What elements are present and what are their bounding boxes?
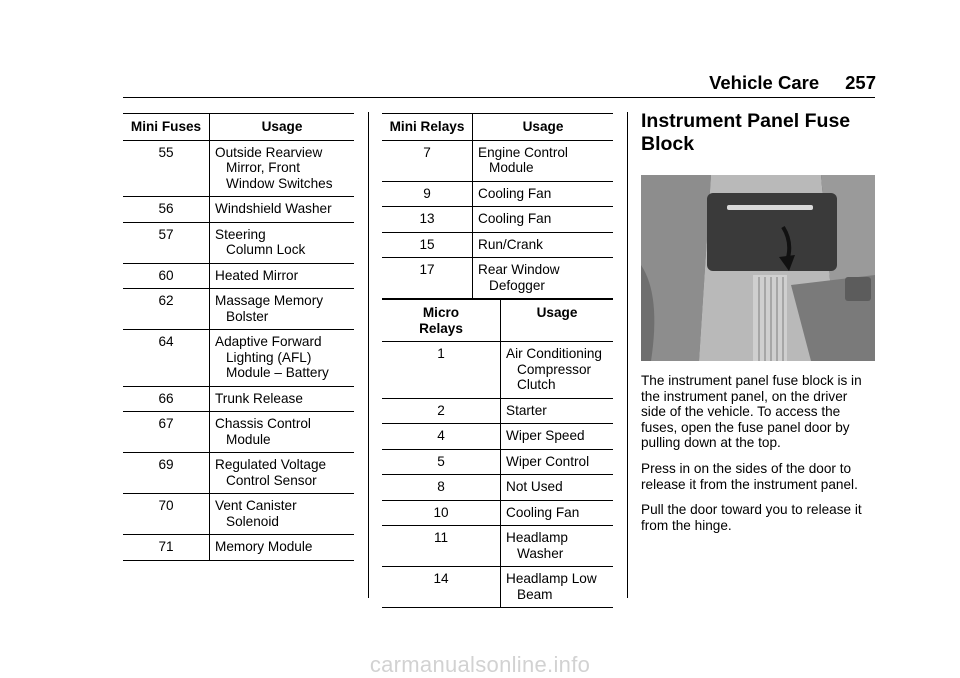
table-row — [123, 222, 354, 263]
column-header-usage: Usage — [473, 114, 614, 141]
section-heading: Instrument Panel Fuse Block — [641, 110, 851, 155]
fuse-usage: Adaptive Forward Lighting (AFL) Module – Battery — [215, 334, 329, 380]
column-divider-1 — [368, 112, 369, 598]
mini-relays-table — [382, 113, 613, 299]
paragraph: Pull the door toward you to release it from the hinge. — [641, 502, 862, 533]
fuse-number: 69 — [123, 453, 210, 494]
relay-number: 10 — [382, 500, 501, 526]
relay-number: 17 — [382, 258, 473, 299]
relay-usage: Not Used — [506, 479, 563, 494]
relay-usage: Headlamp Low Beam — [506, 571, 597, 602]
table-row — [123, 289, 354, 330]
fuse-usage: Windshield Washer — [215, 201, 332, 216]
relay-number: 1 — [382, 342, 501, 399]
table-row — [382, 258, 613, 299]
table-row — [382, 475, 613, 501]
page-number: 257 — [845, 72, 876, 93]
table-row — [123, 535, 354, 561]
page-header — [0, 72, 876, 94]
column-header-fuse: Mini Fuses — [123, 114, 210, 141]
column-header-relay: Micro Relays — [382, 300, 501, 342]
table-row — [382, 398, 613, 424]
relay-number: 13 — [382, 207, 473, 233]
relay-usage: Headlamp Washer — [506, 530, 568, 561]
fuse-number: 57 — [123, 222, 210, 263]
fuse-number: 71 — [123, 535, 210, 561]
table-row — [382, 449, 613, 475]
table-row — [123, 494, 354, 535]
relay-usage: Run/Crank — [478, 236, 543, 252]
fuse-number: 70 — [123, 494, 210, 535]
table-row — [123, 330, 354, 387]
fuse-number: 64 — [123, 330, 210, 387]
relay-usage: Cooling Fan — [478, 185, 552, 201]
relay-number: 4 — [382, 424, 501, 450]
header-rule — [123, 97, 875, 98]
fuse-usage: Memory Module — [215, 539, 313, 554]
relay-usage: Cooling Fan — [478, 211, 552, 226]
relay-number: 9 — [382, 181, 473, 207]
table-row — [382, 424, 613, 450]
relay-usage: Wiper Speed — [506, 428, 585, 443]
fuse-usage: Vent Canister Solenoid — [215, 498, 297, 529]
fuse-usage: Regulated Voltage Control Sensor — [215, 457, 327, 488]
column-header-relay: Mini Relays — [382, 114, 473, 141]
relay-usage: Rear Window Defogger — [478, 262, 560, 293]
column-header-usage: Usage — [501, 300, 614, 342]
table-row — [123, 263, 354, 289]
mini-fuses-table — [123, 113, 354, 561]
fuse-usage: Massage Memory Bolster — [215, 293, 324, 324]
table-row — [123, 412, 354, 453]
column-divider-2 — [627, 112, 628, 598]
table-row — [382, 207, 613, 233]
relay-usage: Wiper Control — [506, 453, 590, 469]
fuse-panel-illustration — [641, 175, 875, 361]
table-header-row — [123, 114, 354, 141]
relay-number: 7 — [382, 140, 473, 181]
table-row — [382, 526, 613, 567]
relay-number: 15 — [382, 232, 473, 258]
relay-number: 11 — [382, 526, 501, 567]
table-row — [382, 181, 613, 207]
fuse-number: 56 — [123, 197, 210, 223]
table-row — [382, 140, 613, 181]
paragraph: The instrument panel fuse block is in the instrument panel, on the driver side of the vehicle. To access the fuses, open the fuse panel door by pulling down at the top. — [641, 373, 862, 451]
table-row — [123, 140, 354, 197]
relay-number: 14 — [382, 567, 501, 608]
table-row — [382, 500, 613, 526]
table-header-row — [382, 300, 613, 342]
paragraph: Press in on the sides of the door to release it from the instrument panel. — [641, 460, 858, 492]
table-header-row — [382, 114, 613, 141]
fuse-number: 60 — [123, 263, 210, 289]
fuse-number: 62 — [123, 289, 210, 330]
section-title: Vehicle Care — [709, 72, 820, 93]
fuse-usage: Trunk Release — [215, 390, 303, 406]
micro-relays-table — [382, 299, 613, 608]
relay-usage: Air Conditioning Compressor Clutch — [506, 346, 602, 392]
relay-number: 8 — [382, 475, 501, 501]
relay-number: 2 — [382, 398, 501, 424]
table-row — [382, 342, 613, 399]
column-header-usage: Usage — [210, 114, 355, 141]
fuse-usage: Heated Mirror — [215, 267, 299, 283]
table-row — [382, 232, 613, 258]
relay-usage: Engine Control Module — [478, 144, 568, 175]
instrument-panel-section — [641, 110, 875, 543]
fuse-usage: Outside Rearview Mirror, Front Window Switches — [215, 144, 333, 191]
table-row — [123, 197, 354, 223]
fuse-number: 67 — [123, 412, 210, 453]
fuse-number: 66 — [123, 386, 210, 412]
watermark: carmanualsonline.info — [369, 652, 591, 677]
relay-number: 5 — [382, 449, 501, 475]
table-row — [123, 386, 354, 412]
table-row — [382, 567, 613, 608]
relay-usage: Cooling Fan — [506, 504, 580, 520]
table-row — [123, 453, 354, 494]
fuse-usage: Steering Column Lock — [215, 226, 306, 257]
fuse-usage: Chassis Control Module — [215, 416, 311, 447]
relay-usage: Starter — [506, 402, 547, 418]
fuse-number: 55 — [123, 140, 210, 197]
